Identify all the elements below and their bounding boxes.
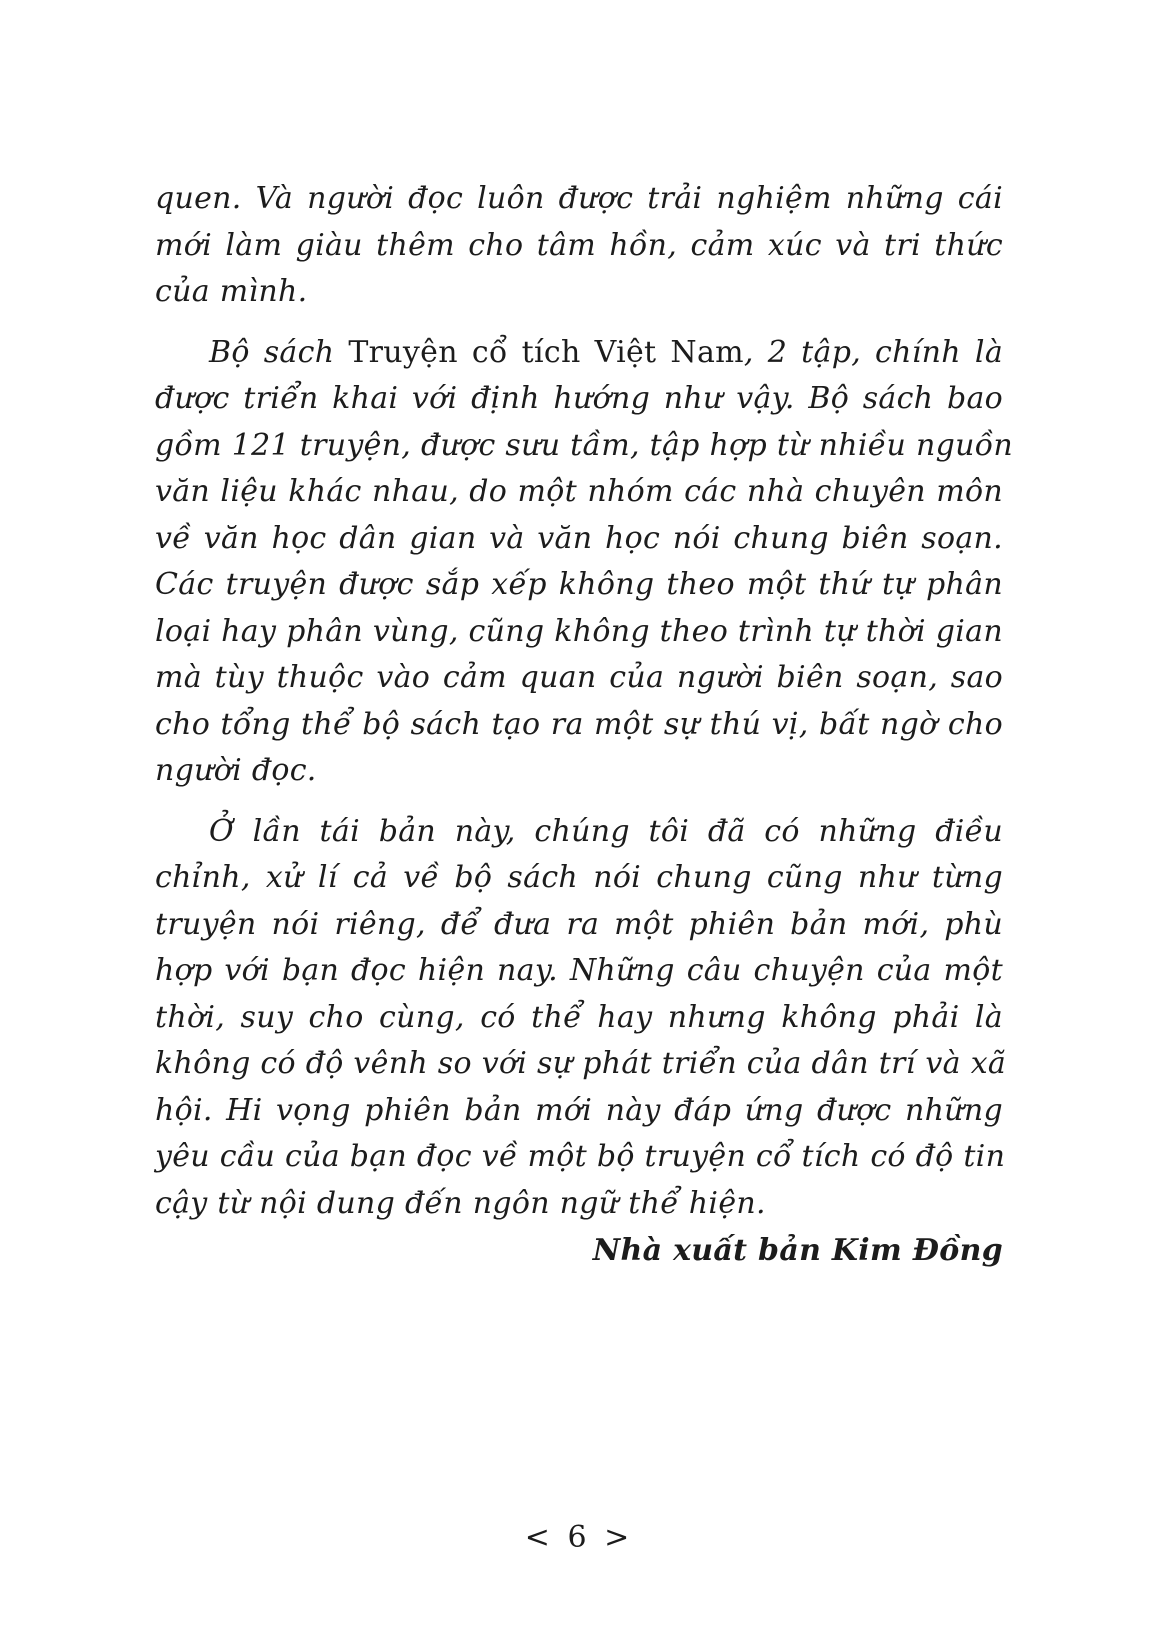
paragraph-1 [155, 176, 1003, 316]
text-line: cậy từ nội dung đến ngôn ngữ thể hiện. [155, 1185, 766, 1221]
text-line: thời, suy cho cùng, có thể hay nhưng không phải là [155, 999, 1003, 1035]
text-line: loại hay phân vùng, cũng không theo trình tự thời gian [155, 613, 1003, 649]
text-line: chỉnh, xử lí cả về bộ sách nói chung cũng như từng [155, 860, 1003, 895]
text-line: gồm 121 truyện, được sưu tầm, tập hợp từ nhiều nguồn [155, 427, 1014, 463]
paragraph-spacer [155, 316, 1003, 330]
text-line: không có độ vênh so với sự phát triển của dân trí và xã [155, 1046, 1007, 1081]
paragraph-3 [155, 809, 1007, 1228]
text-line: mà tùy thuộc vào cảm quan của người biên soạn, sao [155, 660, 1003, 695]
text-fragment: Bộ sách [209, 334, 349, 370]
paragraph-spacer [155, 795, 1003, 809]
publisher-signature: Nhà xuất bản Kim Đồng [592, 1233, 1003, 1268]
book-title: Truyện cổ tích Việt Nam [348, 334, 744, 370]
text-line: cho tổng thể bộ sách tạo ra một sự thú vị, bất ngờ cho [155, 706, 1003, 742]
text-line: người đọc. [155, 753, 317, 788]
text-line: hội. Hi vọng phiên bản mới này đáp ứng được những [155, 1092, 1003, 1128]
text-line: truyện nói riêng, để đưa ra một phiên bản mới, phù [155, 906, 1003, 942]
text-line: Ở lần tái bản này, chúng tôi đã có những điều [209, 813, 1003, 849]
text-line: quen. Và người đọc luôn được trải nghiệm những cái [155, 181, 1003, 216]
text-fragment: , 2 tập, chính là [743, 334, 1004, 370]
paragraph-2 [155, 330, 1014, 795]
text-line: của mình. [155, 274, 308, 309]
text-line: văn liệu khác nhau, do một nhóm các nhà chuyên môn [155, 474, 1003, 509]
text-line: Các truyện được sắp xếp không theo một thứ tự phân [155, 567, 1003, 602]
text-line: yêu cầu của bạn đọc về một bộ truyện cổ tích có độ tin [155, 1139, 1006, 1174]
text-line: hợp với bạn đọc hiện nay. Những câu chuyện của một [155, 953, 1003, 988]
text-line: được triển khai với định hướng như vậy. Bộ sách bao [155, 381, 1003, 416]
body-text [155, 176, 1014, 1275]
page-number: < 6 > [524, 1520, 634, 1555]
text-line: mới làm giàu thêm cho tâm hồn, cảm xúc và tri thức [155, 227, 1003, 263]
text-line [155, 330, 1003, 377]
text-line: về văn học dân gian và văn học nói chung biên soạn. [155, 520, 1003, 556]
